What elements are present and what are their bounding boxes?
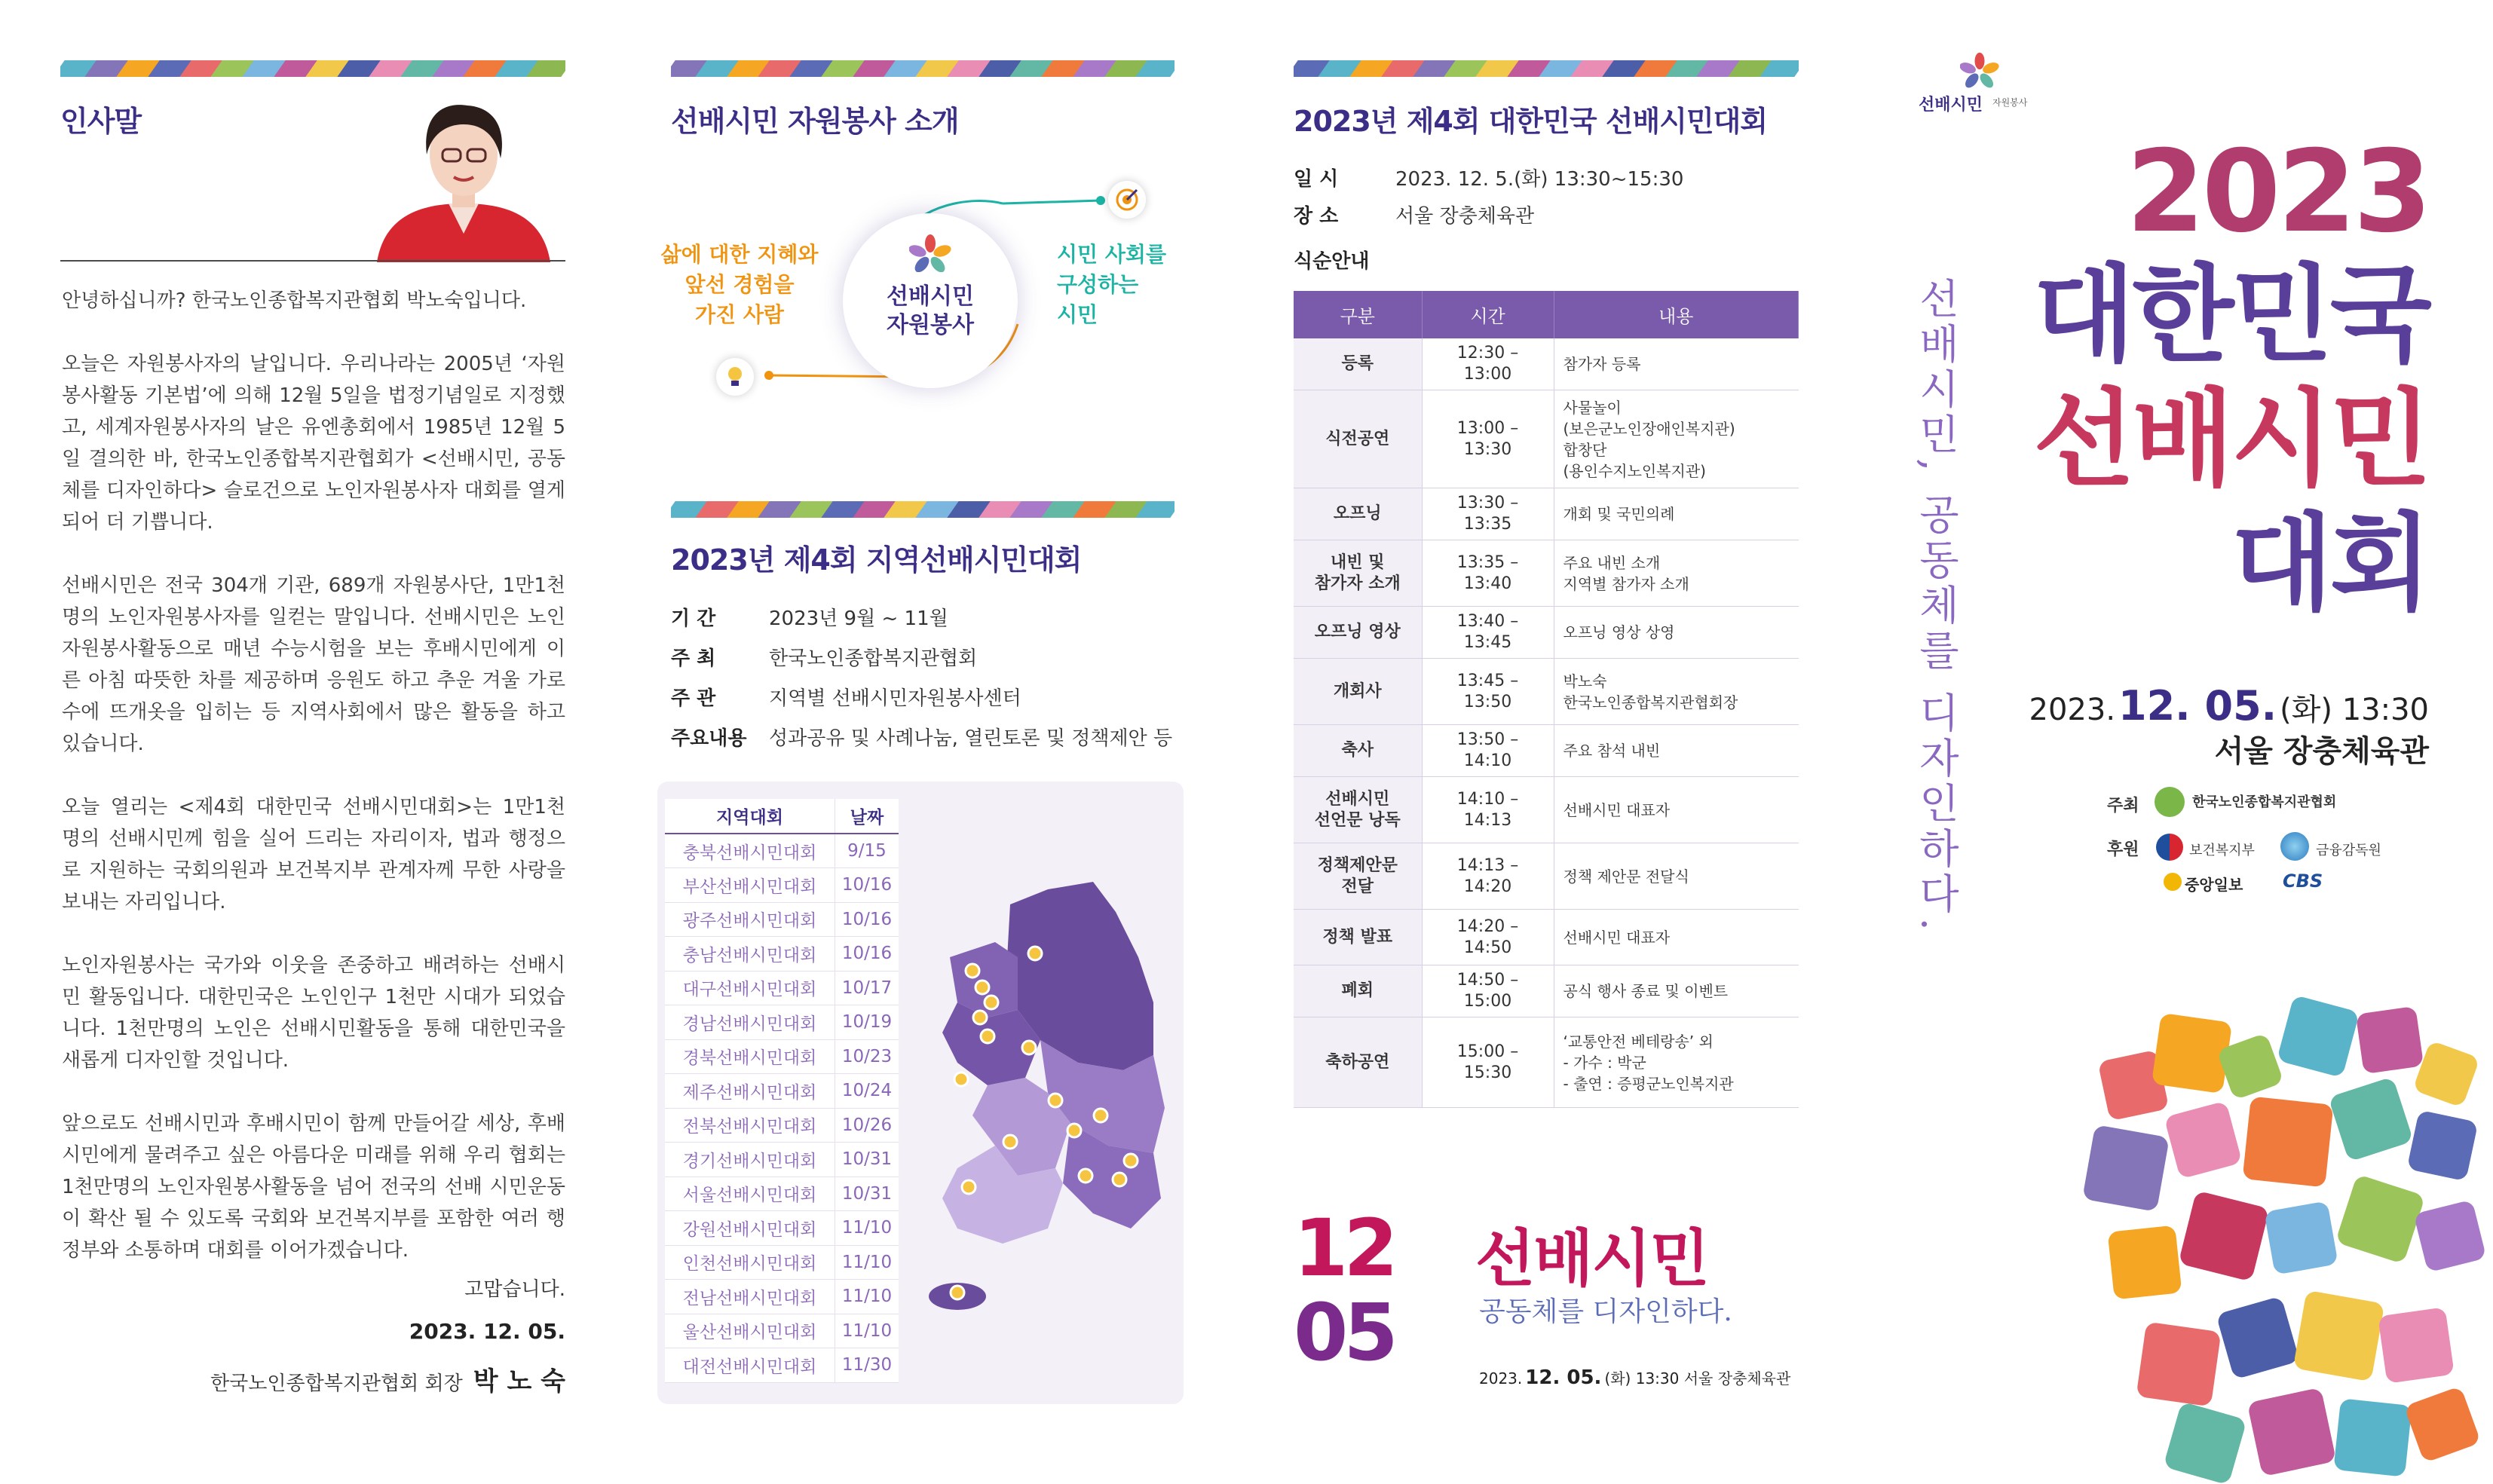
region-date: 10/16 bbox=[835, 902, 899, 937]
emblem-date-numbers bbox=[1294, 1202, 1394, 1378]
region-name: 인천선배시민대회 bbox=[665, 1245, 835, 1280]
table-row bbox=[1294, 843, 1799, 910]
program-content: ‘교통안전 베테랑송’ 외 - 가수 : 박군 - 출연 : 증평군노인복지관 bbox=[1554, 1017, 1799, 1108]
region-date: 9/15 bbox=[835, 834, 899, 868]
intro-heading: 선배시민 자원봉사 소개 bbox=[671, 105, 959, 138]
table-header: 내용 bbox=[1554, 291, 1799, 338]
table-header: 구분 bbox=[1294, 291, 1422, 338]
host-name: 한국노인종합복지관협회 bbox=[2192, 794, 2337, 810]
program-item: 축하공연 bbox=[1294, 1017, 1422, 1108]
region-name: 대전선배시민대회 bbox=[665, 1348, 835, 1383]
table-row bbox=[665, 1245, 899, 1280]
sponsor-name: CBS bbox=[2283, 871, 2323, 892]
sponsor-name: 금융감독원 bbox=[2316, 843, 2381, 858]
sponsor-name: 보건복지부 bbox=[2189, 843, 2255, 858]
intro-center-circle bbox=[843, 213, 1018, 388]
signature-name: 박 노 숙 bbox=[473, 1366, 565, 1397]
program-time: 13:35 – 13:40 bbox=[1422, 540, 1554, 607]
joongang-logo-icon bbox=[2164, 873, 2182, 891]
emblem-date-line bbox=[1479, 1366, 1790, 1389]
color-stripe bbox=[671, 60, 1175, 77]
intro-right-line: 구성하는 bbox=[1057, 272, 1139, 297]
program-content: 참가자 등록 bbox=[1554, 338, 1799, 390]
table-row bbox=[1294, 777, 1799, 843]
region-name: 경남선배시민대회 bbox=[665, 1005, 835, 1040]
program-table bbox=[1294, 291, 1799, 1108]
region-name: 부산선배시민대회 bbox=[665, 868, 835, 903]
host-logo-icon bbox=[2155, 787, 2185, 817]
intro-left-line: 앞선 경험을 bbox=[685, 272, 795, 297]
program-item: 정책 발표 bbox=[1294, 910, 1422, 965]
color-stripe bbox=[60, 60, 565, 77]
program-time: 13:00 – 13:30 bbox=[1422, 390, 1554, 488]
regional-heading: 2023년 제4회 지역선배시민대회 bbox=[671, 543, 1082, 577]
program-time: 14:13 – 14:20 bbox=[1422, 843, 1554, 910]
program-item: 등록 bbox=[1294, 338, 1422, 390]
table-header: 시간 bbox=[1422, 291, 1554, 338]
table-row bbox=[1294, 540, 1799, 607]
region-date: 10/19 bbox=[835, 1005, 899, 1040]
info-value: 한국노인종합복지관협회 bbox=[769, 647, 978, 670]
greeting-heading: 인사말 bbox=[60, 105, 142, 138]
title-line-3: 대회 bbox=[2231, 503, 2429, 626]
info-value: 2023. 12. 5.(화) 13:30~15:30 bbox=[1395, 168, 1684, 191]
program-time: 13:40 – 13:45 bbox=[1422, 607, 1554, 659]
program-label: 식순안내 bbox=[1294, 250, 1370, 273]
region-date: 11/10 bbox=[835, 1245, 899, 1280]
info-key: 일 시 bbox=[1294, 168, 1339, 191]
program-content: 주요 내빈 소개 지역별 참가자 소개 bbox=[1554, 540, 1799, 607]
table-header: 지역대회 bbox=[665, 799, 835, 834]
program-item: 식전공연 bbox=[1294, 390, 1422, 488]
intro-right-text bbox=[1057, 240, 1166, 330]
program-item: 축사 bbox=[1294, 725, 1422, 777]
region-date: 10/16 bbox=[835, 937, 899, 971]
table-row bbox=[1294, 965, 1799, 1017]
table-row bbox=[1294, 659, 1799, 725]
emblem-subtitle: 공동체를 디자인하다. bbox=[1479, 1296, 1732, 1327]
emblem-month: 12 bbox=[1294, 1202, 1394, 1294]
table-row bbox=[1294, 607, 1799, 659]
info-key: 기 간 bbox=[671, 607, 716, 630]
region-date: 10/31 bbox=[835, 1143, 899, 1177]
event-date-part: (화) 13:30 bbox=[2280, 693, 2429, 727]
region-date: 10/24 bbox=[835, 1074, 899, 1109]
table-row bbox=[1294, 910, 1799, 965]
table-row bbox=[665, 1074, 899, 1109]
greeting-panel bbox=[0, 0, 614, 1484]
table-row bbox=[665, 868, 899, 903]
fss-logo-icon bbox=[2280, 832, 2309, 861]
event-date-part: 2023. bbox=[2029, 693, 2116, 727]
program-time: 15:00 – 15:30 bbox=[1422, 1017, 1554, 1108]
program-content: 주요 참석 내빈 bbox=[1554, 725, 1799, 777]
region-date: 11/30 bbox=[835, 1348, 899, 1383]
emblem-date-part: (화) 13:30 서울 장충체육관 bbox=[1604, 1369, 1791, 1388]
info-key: 주요내용 bbox=[671, 727, 747, 750]
program-item: 오프닝 영상 bbox=[1294, 607, 1422, 659]
table-row bbox=[665, 1005, 899, 1040]
program-content: 선배시민 대표자 bbox=[1554, 777, 1799, 843]
region-date: 11/10 bbox=[835, 1211, 899, 1246]
greeting-paragraph: 앞으로도 선배시민과 후배시민이 함께 만들어갈 세상, 후배시민에게 물려주고 싶은 아름다운 미래를 위해 우리 협회는 1천만명의 노인자원봉사활동을 넘어 전국의 선배 시민운동이 확산 될 수 있도록 국회와 보건복지부를 포함한 여러 행정부와 소통하며 대회를 이어가겠습니다. bbox=[62, 1112, 565, 1262]
program-content: 선배시민 대표자 bbox=[1554, 910, 1799, 965]
program-item: 정책제안문 전달 bbox=[1294, 843, 1422, 910]
program-time: 13:45 – 13:50 bbox=[1422, 659, 1554, 725]
emblem-date-part: 12. 05. bbox=[1525, 1366, 1602, 1389]
region-date: 10/31 bbox=[835, 1176, 899, 1211]
program-time: 14:20 – 14:50 bbox=[1422, 910, 1554, 965]
region-name: 경기선배시민대회 bbox=[665, 1143, 835, 1177]
program-content: 정책 제안문 전달식 bbox=[1554, 843, 1799, 910]
region-name: 전북선배시민대회 bbox=[665, 1108, 835, 1143]
program-time: 13:50 – 14:10 bbox=[1422, 725, 1554, 777]
table-row bbox=[1294, 390, 1799, 488]
intro-right-line: 시민 bbox=[1057, 302, 1098, 327]
target-icon bbox=[1108, 181, 1146, 219]
table-row bbox=[1294, 1017, 1799, 1108]
color-stripe bbox=[1294, 60, 1799, 77]
mohw-logo-icon bbox=[2156, 834, 2183, 861]
emblem-date-part: 2023. bbox=[1479, 1369, 1523, 1388]
region-name: 충북선배시민대회 bbox=[665, 834, 835, 868]
greeting-body bbox=[62, 285, 565, 1298]
region-name: 광주선배시민대회 bbox=[665, 902, 835, 937]
signature-org: 한국노인종합복지관협회 회장 bbox=[210, 1372, 463, 1395]
info-key: 주 최 bbox=[671, 647, 716, 670]
intro-center-label bbox=[843, 283, 1018, 340]
region-date: 11/10 bbox=[835, 1280, 899, 1314]
program-item: 선배시민 선언문 낭독 bbox=[1294, 777, 1422, 843]
table-row bbox=[665, 937, 899, 971]
table-row bbox=[665, 902, 899, 937]
program-time: 14:50 – 15:00 bbox=[1422, 965, 1554, 1017]
regional-schedule-table bbox=[665, 799, 899, 1383]
flower-logo-icon bbox=[909, 234, 951, 272]
program-content: 개회 및 국민의례 bbox=[1554, 488, 1799, 540]
emblem-day: 05 bbox=[1294, 1287, 1394, 1378]
region-name: 충남선배시민대회 bbox=[665, 937, 835, 971]
intro-center-line: 자원봉사 bbox=[887, 312, 974, 338]
event-date bbox=[2029, 682, 2429, 730]
table-row bbox=[665, 1176, 899, 1211]
table-row bbox=[665, 1280, 899, 1314]
table-row bbox=[665, 1143, 899, 1177]
program-content: 박노숙 한국노인종합복지관협회장 bbox=[1554, 659, 1799, 725]
divider bbox=[60, 260, 565, 262]
info-key: 장 소 bbox=[1294, 205, 1339, 228]
region-date: 10/17 bbox=[835, 971, 899, 1005]
closing-text: 고맙습니다. bbox=[464, 1278, 565, 1301]
program-item: 개회사 bbox=[1294, 659, 1422, 725]
signature bbox=[210, 1360, 565, 1397]
program-content: 오프닝 영상 상영 bbox=[1554, 607, 1799, 659]
region-name: 제주선배시민대회 bbox=[665, 1074, 835, 1109]
greeting-date: 2023. 12. 05. bbox=[409, 1319, 565, 1344]
greeting-paragraph: 안녕하십니까? 한국노인종합복지관협회 박노숙입니다. bbox=[62, 289, 527, 312]
greeting-paragraph: 선배시민은 전국 304개 기관, 689개 자원봉사단, 1만1천 명의 노인자원봉사자를 일컫는 말입니다. 선배시민은 노인자원봉사활동으로 매년 수능시험을 보는 후배시민에게 이른 아침 따뜻한 차를 제공하며 응원도 하고 추운 겨울 가로수에 뜨개옷을 입히는 등 지역사회에서 많은 활동을 하고 있습니다. bbox=[62, 574, 565, 755]
emblem-title: 선배시민 bbox=[1475, 1223, 1708, 1295]
info-value: 서울 장충체육관 bbox=[1395, 205, 1535, 228]
region-name: 경북선배시민대회 bbox=[665, 1039, 835, 1074]
sponsor-name: 중앙일보 bbox=[2185, 876, 2243, 894]
table-row bbox=[665, 1108, 899, 1143]
greeting-paragraph: 노인자원봉사는 국가와 이웃을 존중하고 배려하는 선배시민 활동입니다. 대한민국은 노인인구 1천만 시대가 되었습니다. 1천만명의 노인은 선배시민활동을 통해 대한민국을 새롭게 디자인할 것입니다. bbox=[62, 954, 565, 1072]
table-row bbox=[665, 1039, 899, 1074]
lightbulb-icon bbox=[716, 358, 754, 396]
flower-logo-icon bbox=[1960, 51, 1999, 89]
region-name: 강원선배시민대회 bbox=[665, 1211, 835, 1246]
korea-map bbox=[927, 882, 1184, 1349]
event-date-part: 12. 05. bbox=[2118, 682, 2277, 730]
info-value: 지역별 선배시민자원봉사센터 bbox=[769, 687, 1021, 710]
program-item: 내빈 및 참가자 소개 bbox=[1294, 540, 1422, 607]
table-row bbox=[1294, 725, 1799, 777]
program-time: 13:30 – 13:35 bbox=[1422, 488, 1554, 540]
event-venue: 서울 장충체육관 bbox=[2214, 734, 2429, 769]
region-date: 10/16 bbox=[835, 868, 899, 903]
vertical-slogan: 선배시민, 공동체를 디자인하다. bbox=[1913, 277, 1960, 935]
program-time: 14:10 – 14:13 bbox=[1422, 777, 1554, 843]
greeting-paragraph: 오늘 열리는 <제4회 대한민국 선배시민대회>는 1만1천 명의 선배시민께 힘을 실어 드리는 자리이자, 법과 행정으로 지원하는 국회의원과 보건복지부 관계자께 무한 사랑을 보내는 자리입니다. bbox=[62, 796, 565, 913]
region-date: 10/26 bbox=[835, 1108, 899, 1143]
program-item: 오프닝 bbox=[1294, 488, 1422, 540]
info-value: 2023년 9월 ~ 11월 bbox=[769, 607, 948, 630]
logo-text: 선배시민 bbox=[1919, 96, 1983, 115]
table-row bbox=[665, 971, 899, 1005]
region-name: 전남선배시민대회 bbox=[665, 1280, 835, 1314]
table-row bbox=[665, 1348, 899, 1383]
region-name: 서울선배시민대회 bbox=[665, 1176, 835, 1211]
intro-center-line: 선배시민 bbox=[887, 283, 974, 310]
table-header: 날짜 bbox=[835, 799, 899, 834]
table-row bbox=[1294, 488, 1799, 540]
title-line-1: 대한민국 bbox=[2033, 254, 2429, 377]
ceremony-heading: 2023년 제4회 대한민국 선배시민대회 bbox=[1294, 105, 1768, 138]
program-time: 12:30 – 13:00 bbox=[1422, 338, 1554, 390]
region-name: 울산선배시민대회 bbox=[665, 1314, 835, 1348]
table-row bbox=[665, 834, 899, 868]
intro-left-text bbox=[660, 240, 819, 330]
table-row bbox=[1294, 338, 1799, 390]
region-name: 대구선배시민대회 bbox=[665, 971, 835, 1005]
program-content: 사물놀이 (보은군노인장애인복지관) 합창단 (용인수지노인복지관) bbox=[1554, 390, 1799, 488]
info-value: 성과공유 및 사례나눔, 열린토론 및 정책제안 등 bbox=[769, 727, 1173, 750]
sponsor-label: 후원 bbox=[2107, 840, 2139, 859]
program-content: 공식 행사 종료 및 이벤트 bbox=[1554, 965, 1799, 1017]
region-date: 10/23 bbox=[835, 1039, 899, 1074]
region-date: 11/10 bbox=[835, 1314, 899, 1348]
portrait-photo bbox=[362, 83, 565, 262]
color-stripe bbox=[671, 501, 1175, 518]
title-line-2: 선배시민 bbox=[2033, 378, 2429, 501]
table-row bbox=[665, 1211, 899, 1246]
logo-subtext: 자원봉사 bbox=[1992, 97, 2028, 108]
title-year: 2023 bbox=[2126, 127, 2429, 258]
greeting-paragraph: 오늘은 자원봉사자의 날입니다. 우리나라는 2005년 ‘자원봉사활동 기본법’에 의해 12월 5일을 법정기념일로 지정했고, 세계자원봉사자의 날은 유엔총회에서 1985년 12월 5일 결의한 바, 한국노인종합복지관협회가 <선배시민, 공동체를 디자인하다> 슬로건으로 노인자원봉사자 대회를 열게 되어 더 기쁩니다. bbox=[62, 353, 565, 534]
intro-right-line: 시민 사회를 bbox=[1057, 242, 1166, 267]
program-item: 폐회 bbox=[1294, 965, 1422, 1017]
host-label: 주최 bbox=[2107, 797, 2139, 815]
intro-left-line: 삶에 대한 지혜와 bbox=[660, 242, 819, 267]
info-key: 주 관 bbox=[671, 687, 716, 710]
table-row bbox=[665, 1314, 899, 1348]
intro-left-line: 가진 사람 bbox=[695, 302, 784, 327]
